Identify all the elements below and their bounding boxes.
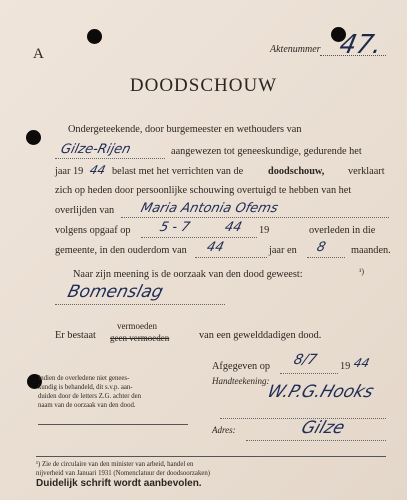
option-vermoeden: vermoeden (117, 321, 157, 331)
paragraph-line-4: zich op heden door persoonlijke schouwing overtuigd te hebben van het (55, 185, 352, 196)
issued-year-prefix: 19 (340, 361, 351, 372)
issued-day-handwritten: 8/7 (292, 352, 319, 368)
akte-number-handwritten: 47. (336, 30, 385, 60)
signature-label: Handteekening: (212, 376, 270, 386)
punch-hole-top-left (87, 29, 102, 44)
year-handwritten: 44 (88, 163, 108, 177)
signature-handwritten: W.P.G.Hooks (264, 382, 377, 402)
age-months-handwritten: 8 (315, 240, 328, 255)
paragraph-line-6: volgens opgaaf op 5 - 7 44 19 overleden in die (55, 220, 376, 236)
note-box: Indien de overledene niet genees- kundig is behandeld, dit s.v.p. aan- duiden door de letters Z.G. achter den naam van de oorzaak van den dood. (38, 374, 188, 425)
option-geen-vermoeden: geen vermoeden (110, 333, 170, 343)
issued-year-handwritten: 44 (352, 356, 372, 370)
death-year-handwritten: 44 (223, 220, 244, 235)
cause-handwritten: Bomenslag (65, 282, 166, 302)
paragraph-line-5: overlijden van Maria Antonia Ofems (55, 205, 390, 219)
punch-hole-middle-left (26, 130, 41, 145)
cause-label-line: Naar zijn meening is de oorzaak van den dood geweest: ¹) (73, 267, 365, 280)
bottom-notice: Duidelijk schrift wordt aanbevolen. (36, 478, 202, 489)
age-years-handwritten: 44 (205, 240, 226, 255)
akte-number-label: Aktenummer (270, 44, 321, 55)
form-letter: A (33, 46, 44, 62)
paragraph-line-2: Gilze-Rijen aangewezen tot geneeskundige, gedurende het (55, 146, 390, 160)
document-title: DOODSCHOUW (129, 75, 278, 96)
violence-line: Er bestaat vermoeden geen vermoeden van een gewelddadigen dood. (55, 321, 322, 343)
death-date-handwritten: 5 - 7 (158, 220, 192, 235)
footnote: ¹) Zie de circulaire van den minister van arbeid, handel en nijverheid van Januari 1931 (Nomenclatuur der doodsoorzaken) (36, 456, 386, 478)
address-handwritten: Gilze (298, 418, 348, 438)
paragraph-line-7: gemeente, in den ouderdom van 44 jaar en 8 maanden. (55, 240, 391, 256)
address-label: Adres: (212, 425, 236, 435)
issued-label: Afgegeven op (212, 361, 271, 372)
paragraph-line-1: Ondergeteekende, door burgemeester en wethouders van (68, 124, 302, 135)
deceased-name-handwritten: Maria Antonia Ofems (139, 201, 280, 216)
paragraph-line-3: jaar 19 44 belast met het verrichten van de doodschouw, verklaart (55, 163, 385, 177)
municipality-handwritten: Gilze-Rijen (59, 142, 133, 157)
